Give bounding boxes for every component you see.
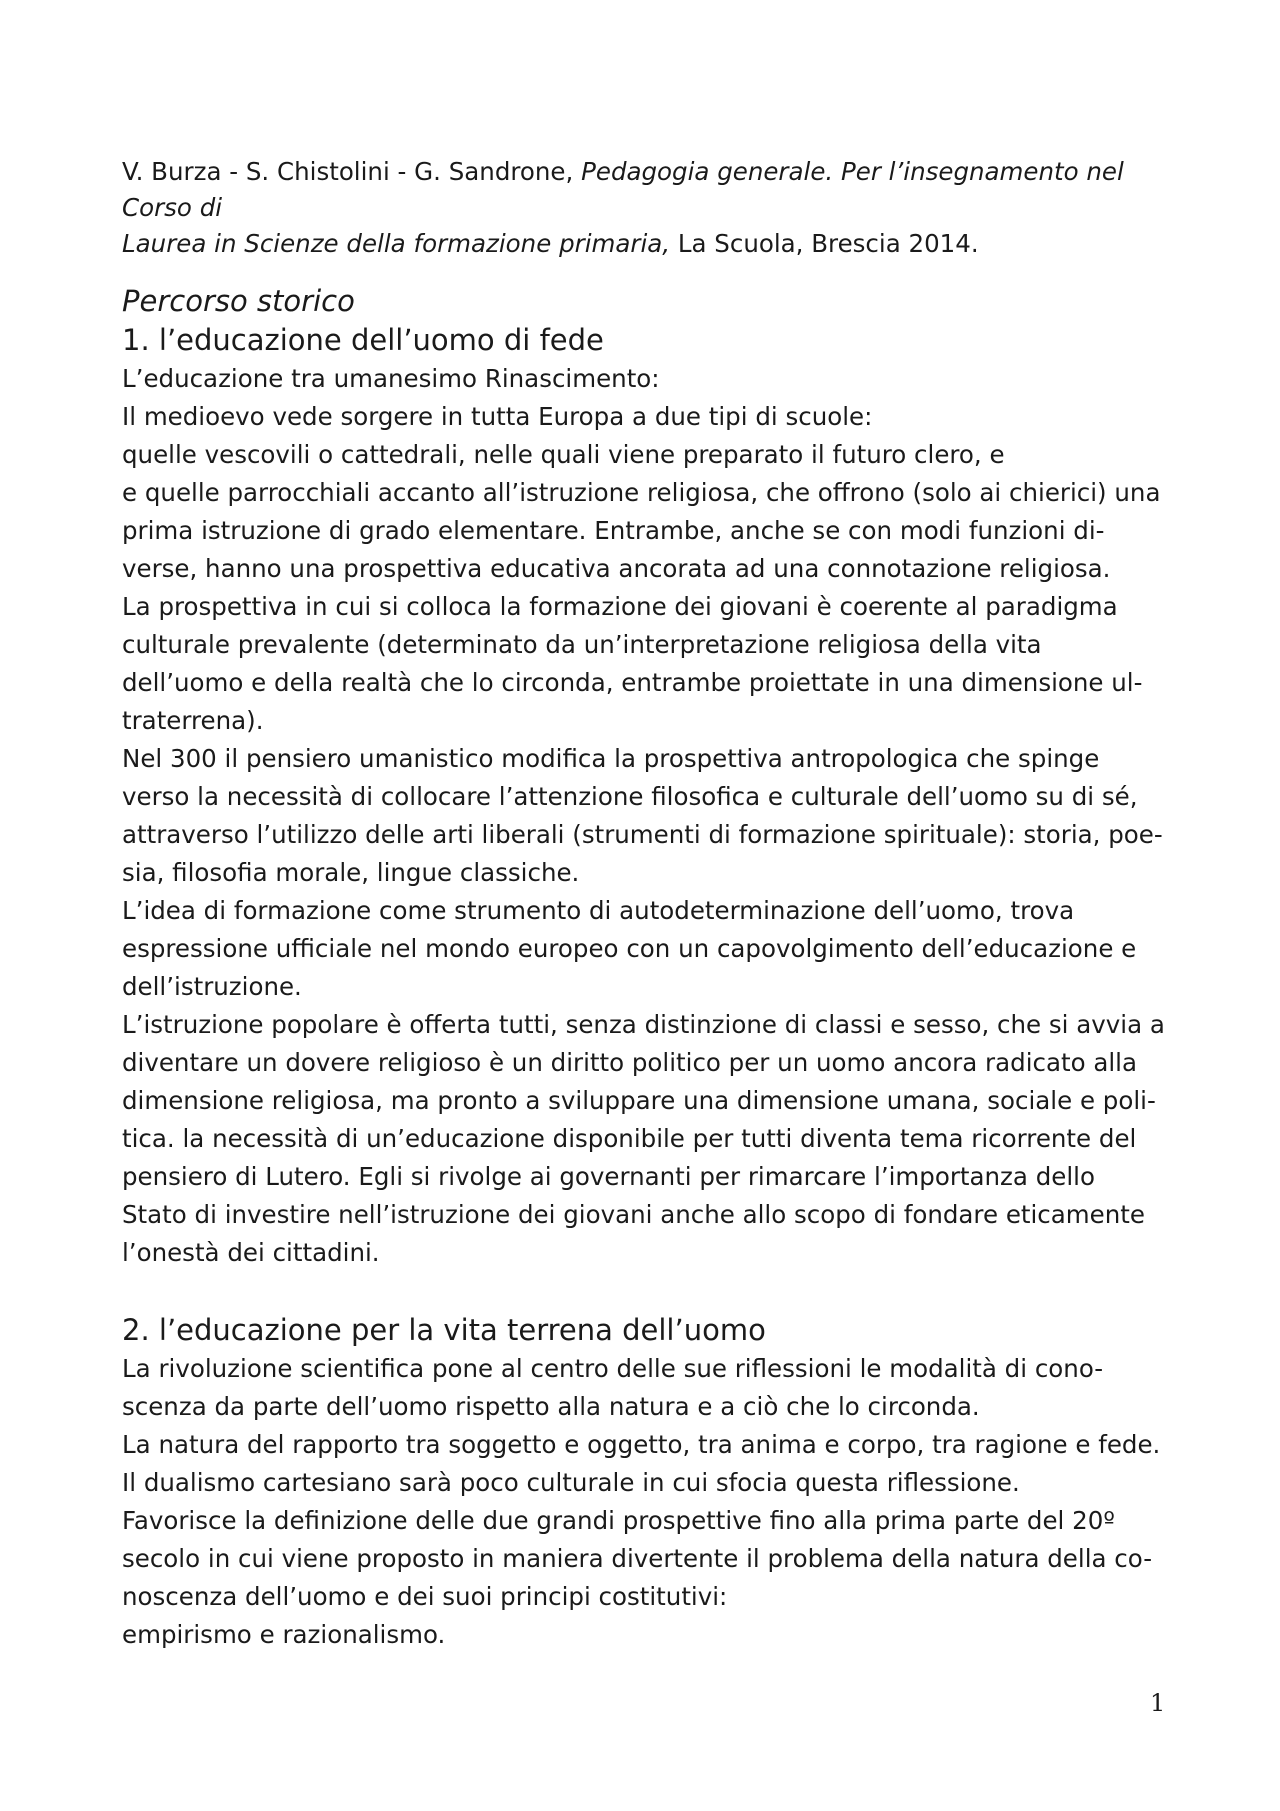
chapter-2-title: 2. l’educazione per la vita terrena dell’uomo bbox=[122, 1313, 766, 1347]
chapter-1-line: quelle vescovili o cattedrali, nelle quali viene preparato il futuro clero, e bbox=[122, 440, 1005, 469]
chapter-1-line: pensiero di Lutero. Egli si rivolge ai governanti per rimarcare l’importanza dello bbox=[122, 1162, 1095, 1191]
chapter-2-line: noscenza dell’uomo e dei suoi principi costitutivi: bbox=[122, 1582, 728, 1611]
chapter-1-line: dell’uomo e della realtà che lo circonda, entrambe proiettate in una dimensione ul- bbox=[122, 668, 1143, 697]
chapter-2-line: Il dualismo cartesiano sarà poco culturale in cui sfocia questa riflessione. bbox=[122, 1468, 1020, 1497]
chapter-1-line: tica. la necessità di un’educazione disponibile per tutti diventa tema ricorrente del bbox=[122, 1124, 1137, 1153]
chapter-1-line: Stato di investire nell’istruzione dei giovani anche allo scopo di fondare eticamente bbox=[122, 1200, 1145, 1229]
chapter-1-line: e quelle parrocchiali accanto all’istruzione religiosa, che offrono (solo ai chierici) una bbox=[122, 478, 1161, 507]
section-label: Percorso storico bbox=[122, 284, 355, 318]
chapter-2-line: empirismo e razionalismo. bbox=[122, 1620, 446, 1649]
citation-title-part2: Laurea in Scienze della formazione primaria, bbox=[122, 229, 671, 258]
chapter-1-line: traterrena). bbox=[122, 706, 264, 735]
chapter-2-line: scenza da parte dell’uomo rispetto alla natura e a ciò che lo circonda. bbox=[122, 1392, 980, 1421]
chapter-1-line: L’idea di formazione come strumento di autodeterminazione dell’uomo, trova bbox=[122, 896, 1075, 925]
chapter-1-line: sia, filosofia morale, lingue classiche. bbox=[122, 858, 580, 887]
chapter-1-line: dimensione religiosa, ma pronto a sviluppare una dimensione umana, sociale e poli- bbox=[122, 1086, 1156, 1115]
chapter-1-line: culturale prevalente (determinato da un’interpretazione religiosa della vita bbox=[122, 630, 1042, 659]
chapter-2-line: La natura del rapporto tra soggetto e oggetto, tra anima e corpo, tra ragione e fede. bbox=[122, 1430, 1161, 1459]
citation-publisher: La Scuola, Brescia 2014. bbox=[677, 229, 979, 258]
chapter-2-line: secolo in cui viene proposto in maniera divertente il problema della natura della co- bbox=[122, 1544, 1153, 1573]
chapter-1-line: prima istruzione di grado elementare. Entrambe, anche se con modi funzioni di- bbox=[122, 516, 1105, 545]
citation-authors: V. Burza - S. Chistolini - G. Sandrone, bbox=[122, 157, 574, 186]
chapter-1-line: verse, hanno una prospettiva educativa ancorata ad una connotazione religiosa. bbox=[122, 554, 1111, 583]
chapter-1-line: Nel 300 il pensiero umanistico modifica la prospettiva antropologica che spinge bbox=[122, 744, 1100, 773]
chapter-1-line: diventare un dovere religioso è un diritto politico per un uomo ancora radicato alla bbox=[122, 1048, 1138, 1077]
chapter-1-line: L’istruzione popolare è offerta tutti, senza distinzione di classi e sesso, che si avvia a bbox=[122, 1010, 1165, 1039]
chapter-1-line: attraverso l’utilizzo delle arti liberali (strumenti di formazione spirituale): storia, poe- bbox=[122, 820, 1163, 849]
chapter-2-line: La rivoluzione scientifica pone al centro delle sue riflessioni le modalità di cono- bbox=[122, 1354, 1104, 1383]
document-page bbox=[122, 154, 1172, 1654]
chapter-2-line: Favorisce la definizione delle due grandi prospettive fino alla prima parte del 20º bbox=[122, 1506, 1115, 1535]
citation-line-2 bbox=[122, 226, 1172, 262]
paragraph-gap bbox=[122, 1272, 1172, 1310]
chapter-1-line: espressione ufficiale nel mondo europeo con un capovolgimento dell’educazione e bbox=[122, 934, 1137, 963]
citation-line-1 bbox=[122, 154, 1172, 226]
chapter-1-line: La prospettiva in cui si colloca la formazione dei giovani è coerente al paradigma bbox=[122, 592, 1118, 621]
chapter-1-line: verso la necessità di collocare l’attenzione filosofica e culturale dell’uomo su di sé, bbox=[122, 782, 1138, 811]
chapter-1-title: 1. l’educazione dell’uomo di fede bbox=[122, 323, 604, 357]
chapter-1-line: l’onestà dei cittadini. bbox=[122, 1238, 380, 1267]
chapter-2-body bbox=[122, 1350, 1172, 1654]
chapter-1-line: dell’istruzione. bbox=[122, 972, 302, 1001]
page-number: 1 bbox=[1150, 1689, 1166, 1717]
chapter-1-line: L’educazione tra umanesimo Rinascimento: bbox=[122, 364, 660, 393]
chapter-1-line: Il medioevo vede sorgere in tutta Europa a due tipi di scuole: bbox=[122, 402, 873, 431]
chapter-1-body bbox=[122, 360, 1172, 1272]
citation-title-part1: Pedagogia generale. Per l’insegnamento nel Corso di bbox=[122, 157, 1124, 222]
